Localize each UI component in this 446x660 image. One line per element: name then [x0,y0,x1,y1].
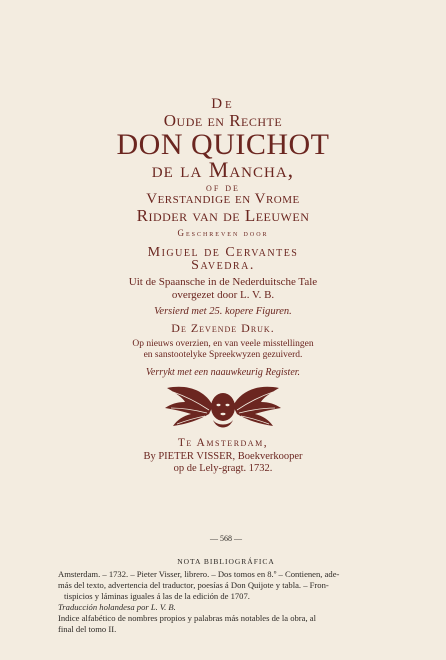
title-verstandige: Verstandige en Vrome [146,191,300,207]
nota-line-1: Amsterdam. – 1732. – Pieter Visser, librero. – Dos tomos en 8.º – Contienen, ade- [58,569,340,579]
title-versierd: Versierd met 25. kopere Figuren. [154,306,292,317]
nota-line-4: Traducción holandesa por L. V. B. [58,602,176,612]
nota-line-3: tispicios y láminas iguales á las de la edición de 1707. [64,591,250,601]
title-de: De [211,96,235,112]
title-op-nieuws-2: en sanstootelyke Spreekwyzen gezuiverd. [143,350,303,360]
title-of-de: of de [206,180,240,194]
nota-line-6: final del tomo II. [58,624,117,634]
title-geschreven: Geschreven door [177,228,269,238]
title-op-nieuws-1: Op nieuws overzien, en van veele misstellingen [132,339,314,349]
imprint-visser: By PIETER VISSER, Boekverkooper [143,451,303,462]
title-oude: Oude en Rechte [163,111,283,130]
winged-cherub-ornament [163,384,283,436]
page-number: — 568 — [210,534,242,543]
title-zevende-druk: De Zevende Druk. [171,321,275,335]
title-savedra: Savedra. [191,258,255,273]
title-ridder: Ridder van de Leeuwen [136,206,310,225]
title-uit-de-spaansche: Uit de Spaansche in de Nederduitsche Tale [128,276,318,288]
imprint-amsterdam: Te Amsterdam, [177,437,269,449]
nota-line-2: más del texto, advertencia del traductor, poesías á Don Quijote y tabla. – Fron- [58,580,329,590]
nota-heading: NOTA BIBLIOGRÁFICA [177,557,275,566]
title-don-quichot: DON QUICHOT [116,128,330,161]
title-author: Miguel de Cervantes [147,245,299,260]
title-mancha: de la Mancha, [151,157,295,182]
title-overgezet: overgezet door L. V. B. [171,289,275,301]
imprint-lely-gragt: op de Lely-gragt. 1732. [173,463,273,474]
nota-line-5: Indice alfabético de nombres propios y palabras más notables de la obra, al [58,613,316,623]
title-register: Verrykt met een naauwkeurig Register. [145,367,301,378]
